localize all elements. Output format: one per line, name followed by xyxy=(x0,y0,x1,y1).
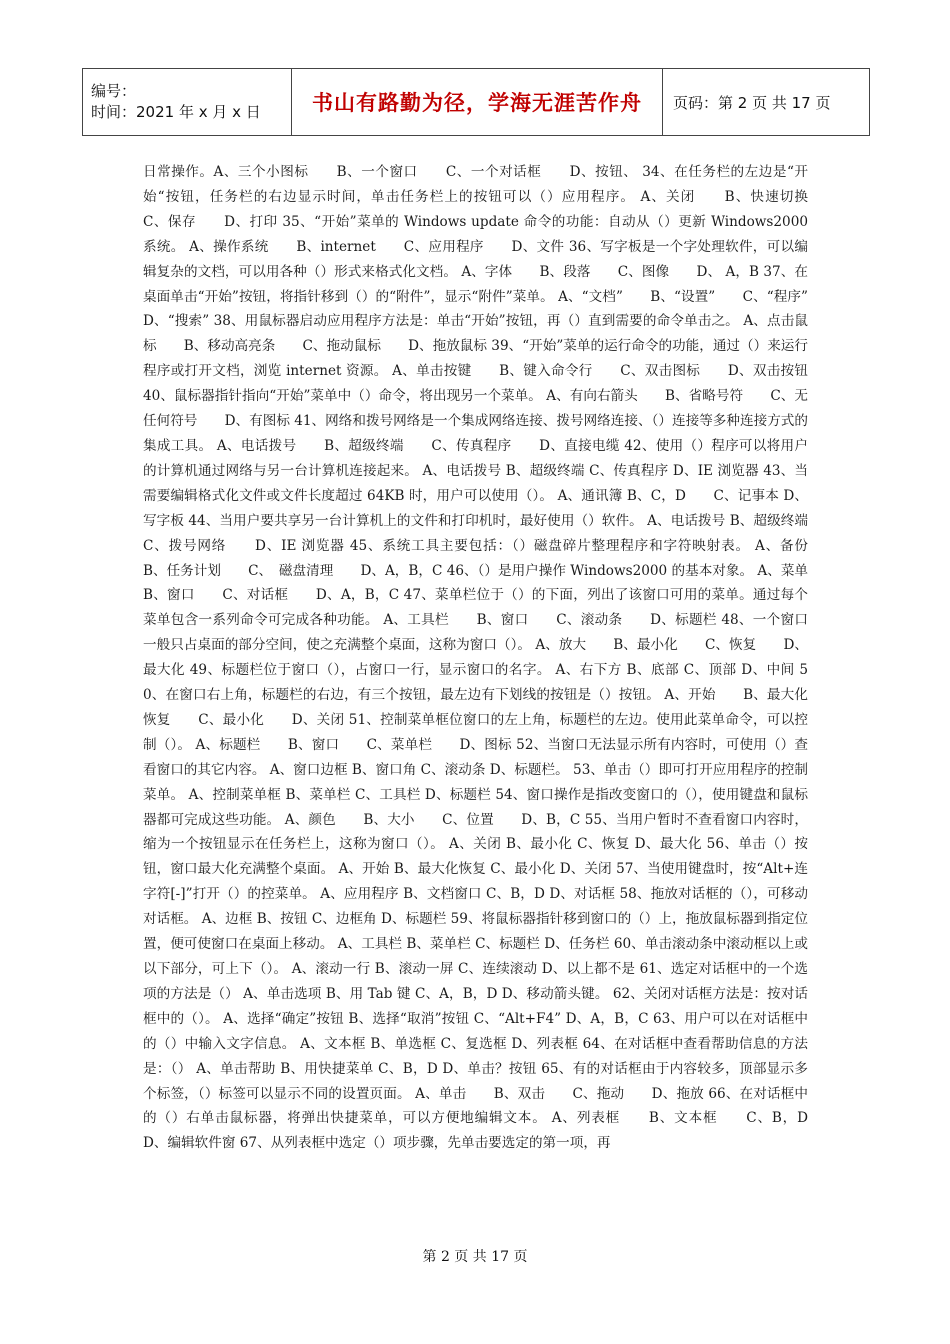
page-footer: 第 2 页 共 17 页 xyxy=(422,1249,528,1265)
page-header xyxy=(82,68,870,136)
document-number-label: 编号： xyxy=(91,82,137,100)
document-date-label: 时间：2021 年 x 月 x 日 xyxy=(91,103,261,121)
header-page-number: 页码：第 2 页 共 17 页 xyxy=(663,69,870,136)
header-motto: 书山有路勤为径，学海无涯苦作舟 xyxy=(292,69,663,136)
document-body-text: 日常操作。A、三个小图标 B、一个窗口 C、一个对话框 D、按钮、 34、在任务栏的左边是“开始“按钮，任务栏的右边显示时间，单击任务栏上的按钮可以（）应用程序。 A、关闭 B、快速切换 C、保存 D、打印 35、“开始”菜单的 Windows update 命令的功能：自动从（）更新 Windows2000 系统。 A、操作系统 B、internet C、应用程序 D、文件 36、写字板是一个字处理软件，可以编辑复杂的文档，可以用各种（）形式来格式化文档。 A、字体 B、段落 C、图像 D、 A，B 37、在桌面单击“开始”按钮，将指针移到（）的“附件”，显示“附件”菜单。 A、“文档” B、“设置” C、“程序” D、“搜索” 38、用鼠标器启动应用程序方法是：单击“开始”按钮，再（）直到需要的命令单击之。 A、点击鼠标 B、移动高亮条 C、拖动鼠标 D、拖放鼠标 39、“开始”菜单的运行命令的功能，通过（）来运行程序或打开文档，浏览 internet 资源。 A、单击按键 B、键入命令行 C、双击图标 D、双击按钮 40、鼠标器指针指向“开始”菜单中（）命令，将出现另一个菜单。 A、有向右箭头 B、省略号符 C、无任何符号 D、有图标 41、网络和拨号网络是一个集成网络连接、拨号网络连接、（）连接等多种连接方式的集成工具。 A、电话拨号 B、超级终端 C、传真程序 D、直接电缆 42、使用（）程序可以将用户的计算机通过网络与另一台计算机连接起来。 A、电话拨号 B、超级终端 C、传真程序 D、IE 浏览器 43、当需要编辑格式化文件或文件长度超过 64KB 时，用户可以使用（）。 A、通讯簿 B、C，D C、记事本 D、写字板 44、当用户要共享另一台计算机上的文件和打印机时，最好使用（）软件。 A、电话拨号 B、超级终端 C、拨号网络 D、IE 浏览器 45、系统工具主要包括：（）磁盘碎片整理程序和字符映射表。 A、备份 B、任务计划 C、 磁盘清理 D、A，B，C 46、（）是用户操作 Windows2000 的基本对象。 A、菜单 B、窗口 C、对话框 D、A，B，C 47、菜单栏位于（）的下面，列出了该窗口可用的菜单。通过每个菜单包含一系列命令可完成各种功能。 A、工具栏 B、窗口 C、滚动条 D、标题栏 48、一个窗口一般只占桌面的部分空间，使之充满整个桌面，这称为窗口（）。 A、放大 B、最小化 C、恢复 D、最大化 49、标题栏位于窗口（），占窗口一行，显示窗口的名字。 A、右下方 B、底部 C、顶部 D、中间 50、在窗口右上角，标题栏的右边，有三个按钮，最左边有下划线的按钮是（）按钮。 A、开始 B、最大化恢复 C、最小化 D、关闭 51、控制菜单框位窗口的左上角，标题栏的左边。使用此菜单命令，可以控制（）。 A、标题栏 B、窗口 C、菜单栏 D、图标 52、当窗口无法显示所有内容时，可使用（）查看窗口的其它内容。 A、窗口边框 B、窗口角 C、滚动条 D、标题栏。 53、单击（）即可打开应用程序的控制菜单。 A、控制菜单框 B、菜单栏 C、工具栏 D、标题栏 54、窗口操作是指改变窗口的（），使用键盘和鼠标器都可完成这些功能。 A、颜色 B、大小 C、位置 D、B，C 55、当用户暂时不查看窗口内容时，缩为一个按钮显示在任务栏上，这称为窗口（）。 A、关闭 B、最小化 C、恢复 D、最大化 56、单击（）按钮，窗口最大化充满整个桌面。 A、开始 B、最大化恢复 C、最小化 D、关闭 57、当使用键盘时，按“Alt+连字符[-]”打开（）的控菜单。 A、应用程序 B、文档窗口 C、B，D D、对话框 58、拖放对话框的（），可移动对话框。 A、边框 B、按钮 C、边框角 D、标题栏 59、将鼠标器指针移到窗口的（）上，拖放鼠标器到指定位置，便可使窗口在桌面上移动。 A、工具栏 B、菜单栏 C、标题栏 D、任务栏 60、单击滚动条中滚动框以上或以下部分，可上下（）。 A、滚动一行 B、滚动一屏 C、连续滚动 D、以上都不是 61、选定对话框中的一个选项的方法是（） A、单击选项 B、用 Tab 键 C、A，B，D D、移动箭头键。 62、关闭对话框方法是：按对话框中的（）。 A、选择“确定”按钮 B、选择“取消”按钮 C、“Alt+F4” D、A，B，C 63、用户可以在对话框中的（）中输入文字信息。 A、文本框 B、单选框 C、复选框 D、列表框 64、在对话框中查看帮助信息的方法是：（） A、单击帮助 B、用快捷菜单 C、B，D D、单击？按钮 65、有的对话框由于内容较多，顶部显示多个标签，（）标签可以显示不同的设置页面。 A、单击 B、双击 C、拖动 D、拖放 66、在对话框中的（）右单击鼠标器，将弹出快捷菜单，可以方便地编辑文本。 A、列表框 B、文本框 C、B，D D、编辑软件窗 67、从列表框中选定（）项步骤，先单击要选定的第一项，再 xyxy=(143,164,836,1152)
header-meta xyxy=(83,69,292,136)
